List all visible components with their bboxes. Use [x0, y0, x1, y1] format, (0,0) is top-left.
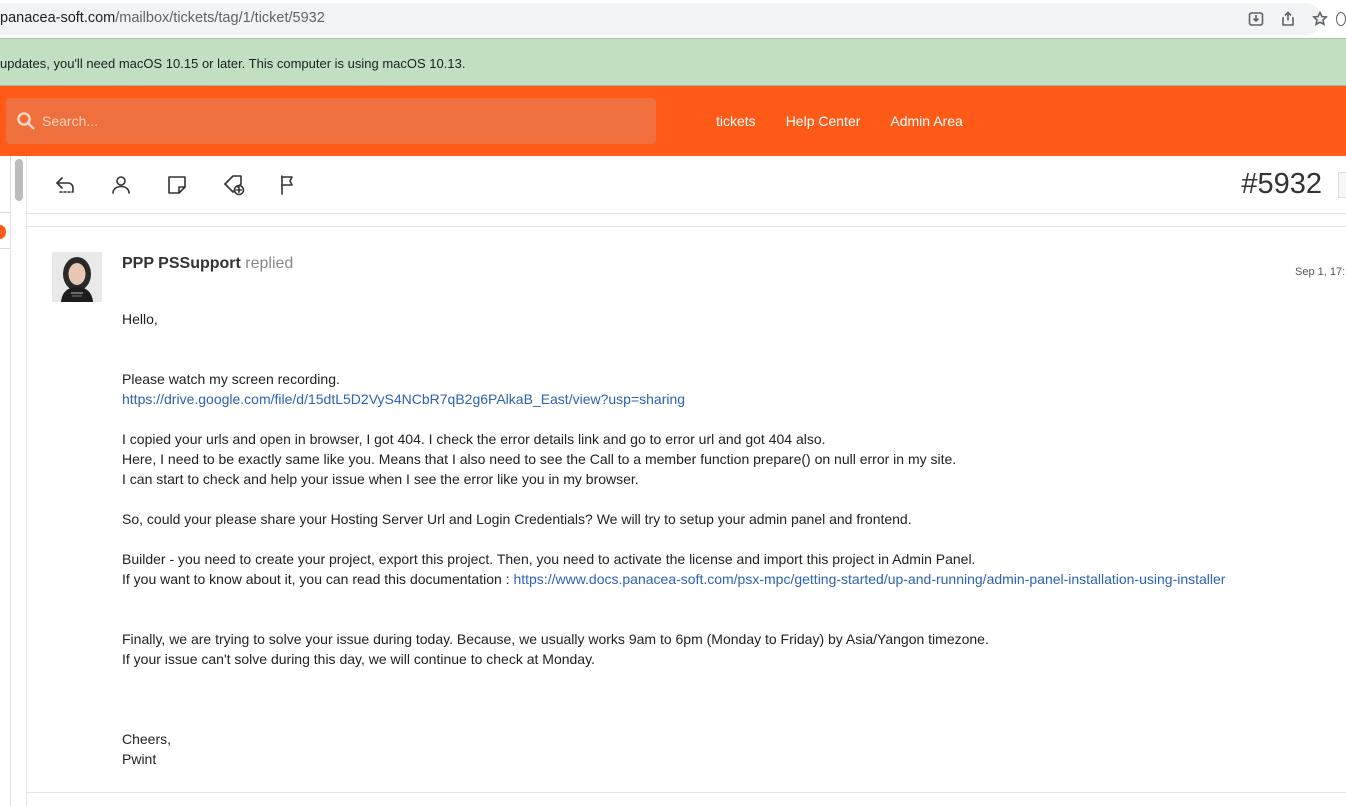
- reply-action: replied: [245, 255, 294, 272]
- thread-end-divider: [27, 792, 1346, 793]
- signoff: Cheers,: [122, 731, 172, 747]
- avatar-photo: [52, 252, 102, 302]
- flag-icon[interactable]: [275, 171, 303, 199]
- content-divider: [26, 156, 27, 806]
- user-icon[interactable]: [107, 171, 135, 199]
- recording-link[interactable]: https://drive.google.com/file/d/15dtL5D2VyS4NCbR7qB2g6PAlkaB_East/view?usp=sharing: [122, 391, 686, 407]
- message-line: I can start to check and help your issue when I see the error like you in my browser.: [122, 471, 639, 487]
- message-line: So, could your please share your Hosting Server Url and Login Credentials? We will try to setup your admin panel and frontend.: [122, 511, 912, 527]
- os-update-notice: [0, 38, 1346, 86]
- ticket-toolbar: [27, 156, 1346, 214]
- message-line: Please watch my screen recording.: [122, 371, 340, 387]
- signature: Pwint: [122, 751, 157, 767]
- ticket-number: #5932: [1241, 168, 1322, 200]
- star-icon[interactable]: [1304, 0, 1336, 38]
- scrollbar-thumb[interactable]: [15, 159, 23, 201]
- message-line: Finally, we are trying to solve your issue during today. Because, we usually works 9am to 6pm (Monday to Friday) by Asia/Yangon timezone.: [122, 631, 989, 647]
- search-icon: [16, 111, 36, 131]
- message-body: [122, 309, 1337, 769]
- documentation-link[interactable]: https://www.docs.panacea-soft.com/psx-mpc/getting-started/up-and-running/admin-panel-installation-using-installer: [513, 571, 1226, 587]
- url-path: /mailbox/tickets/tag/1/ticket/5932: [115, 10, 325, 26]
- left-gutter: [0, 156, 27, 806]
- message-line: Builder - you need to create your project, export this project. Then, you need to activate the license and import this project in Admin Panel.: [122, 551, 976, 567]
- browser-address-bar: [0, 0, 1346, 38]
- message-line: [122, 569, 1337, 589]
- top-nav: [701, 86, 978, 156]
- message-line: I copied your urls and open in browser, I got 404. I check the error details link and go to error url and got 404 also.: [122, 431, 826, 447]
- url-text[interactable]: [0, 10, 325, 26]
- avatar: [52, 252, 102, 302]
- message-line: If your issue can't solve during this day, we will continue to check at Monday.: [122, 651, 595, 667]
- gutter-tick: [0, 212, 10, 213]
- search-box: [6, 98, 656, 144]
- gutter-divider: [10, 156, 11, 806]
- camera-icon[interactable]: [1336, 0, 1346, 38]
- notice-text: updates, you'll need macOS 10.15 or later. This computer is using macOS 10.13.: [0, 56, 466, 71]
- nav-tickets[interactable]: tickets: [716, 113, 756, 129]
- url-domain: panacea-soft.com: [0, 10, 116, 26]
- nav-admin-area[interactable]: Admin Area: [890, 113, 963, 129]
- note-icon[interactable]: [163, 171, 191, 199]
- download-icon[interactable]: [1240, 0, 1272, 38]
- message-line: Here, I need to be exactly same like you. Means that I also need to see the Call to a member function prepare() on null error in my site.: [122, 451, 957, 467]
- reply-icon[interactable]: [51, 171, 79, 199]
- nav-help-center[interactable]: Help Center: [785, 113, 861, 129]
- share-icon[interactable]: [1272, 0, 1304, 38]
- gutter-tick: [0, 248, 10, 249]
- author-name[interactable]: PPP PSSupport: [122, 255, 241, 272]
- ticket-status-button[interactable]: [1338, 172, 1346, 198]
- address-bar-actions: [1240, 0, 1346, 38]
- app-header: [0, 86, 1346, 156]
- reply-header: [122, 255, 293, 273]
- add-tag-icon[interactable]: [220, 171, 248, 199]
- reply-date: Sep 1, 17:: [1295, 266, 1346, 278]
- greeting: Hello,: [122, 311, 158, 327]
- thread-divider: [27, 226, 1346, 227]
- search-input[interactable]: [42, 98, 642, 144]
- documentation-prefix: If you want to know about it, you can read this documentation :: [122, 571, 514, 587]
